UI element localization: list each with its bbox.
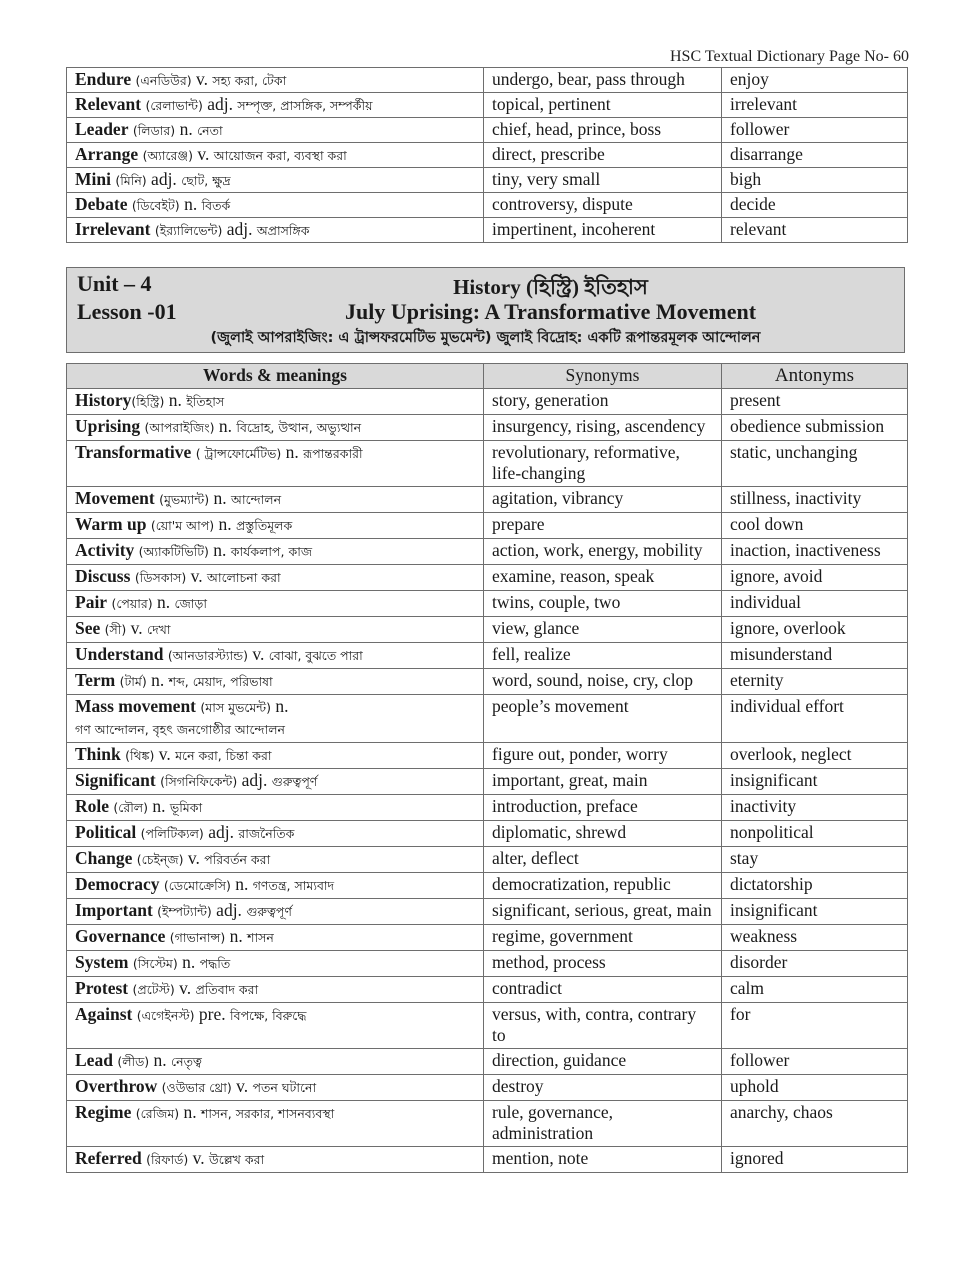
main-table-body bbox=[67, 389, 908, 1173]
word-meaning-cell bbox=[67, 193, 484, 218]
pronunciation: (লীড) bbox=[117, 1054, 150, 1069]
synonyms-cell: destroy bbox=[484, 1075, 722, 1101]
bangla-meaning: গণ আন্দোলন, বৃহৎ জনগোষ্ঠীর আন্দোলন bbox=[75, 722, 285, 737]
word-meaning-cell bbox=[67, 487, 484, 513]
antonyms-cell: uphold bbox=[722, 1075, 908, 1101]
bangla-meaning: অপ্রাসঙ্গিক bbox=[256, 223, 310, 238]
word-meaning-cell bbox=[67, 565, 484, 591]
table-row bbox=[67, 389, 908, 415]
antonyms-cell: relevant bbox=[722, 218, 908, 243]
bangla-meaning: আলোচনা করা bbox=[206, 570, 281, 585]
pronunciation: (অ্যাকটিভিটি) bbox=[138, 544, 209, 559]
bangla-meaning: পদ্ধতি bbox=[199, 956, 231, 971]
top-vocabulary-table bbox=[66, 67, 908, 243]
synonyms-cell: tiny, very small bbox=[484, 168, 722, 193]
table-row bbox=[67, 68, 908, 93]
word-meaning-cell bbox=[67, 143, 484, 168]
bangla-meaning: সম্পৃক্ত, প্রাসঙ্গিক, সম্পর্কীয় bbox=[237, 98, 373, 113]
bangla-meaning: রূপান্তরকারী bbox=[303, 446, 363, 461]
headword: Think bbox=[75, 744, 121, 764]
unit-title: History (হিস্ট্রি) ইতিহাস bbox=[453, 275, 648, 299]
part-of-speech: adj. bbox=[208, 822, 234, 842]
synonyms-cell: introduction, preface bbox=[484, 795, 722, 821]
bangla-meaning: শাসন bbox=[247, 930, 274, 945]
headword: Governance bbox=[75, 926, 166, 946]
table-row bbox=[67, 695, 908, 743]
part-of-speech: n. bbox=[285, 442, 299, 462]
bangla-meaning: দেখা bbox=[147, 622, 171, 637]
word-meaning-cell bbox=[67, 218, 484, 243]
part-of-speech: n. bbox=[168, 390, 182, 410]
part-of-speech: v. bbox=[197, 144, 210, 164]
bangla-meaning: ছোট, ক্ষুদ্র bbox=[181, 173, 231, 188]
antonyms-cell: for bbox=[722, 1003, 908, 1049]
synonyms-cell: important, great, main bbox=[484, 769, 722, 795]
bangla-meaning: আয়োজন করা, ব্যবস্থা করা bbox=[213, 148, 347, 163]
pronunciation: (আনডারস্ট্যান্ড) bbox=[167, 648, 248, 663]
part-of-speech: v. bbox=[179, 978, 192, 998]
synonyms-cell: mention, note bbox=[484, 1147, 722, 1173]
unit-label: Unit – 4 bbox=[77, 271, 152, 296]
antonyms-cell: insignificant bbox=[722, 769, 908, 795]
headword: Role bbox=[75, 796, 110, 816]
antonyms-cell: follower bbox=[722, 118, 908, 143]
headword: Overthrow bbox=[75, 1076, 158, 1096]
table-row bbox=[67, 643, 908, 669]
part-of-speech: adj. bbox=[241, 770, 268, 790]
synonyms-cell: view, glance bbox=[484, 617, 722, 643]
word-meaning-cell bbox=[67, 743, 484, 769]
synonyms-cell: prepare bbox=[484, 513, 722, 539]
headword: Understand bbox=[75, 644, 164, 664]
antonyms-cell: obedience submission bbox=[722, 415, 908, 441]
table-header-row bbox=[67, 364, 908, 389]
headword: Lead bbox=[75, 1050, 113, 1070]
synonyms-cell: undergo, bear, pass through bbox=[484, 68, 722, 93]
pronunciation: (এনডিউর) bbox=[135, 73, 192, 88]
bangla-meaning: গুরুত্বপূর্ণ bbox=[271, 774, 318, 789]
part-of-speech: v. bbox=[130, 618, 143, 638]
antonyms-cell: ignored bbox=[722, 1147, 908, 1173]
bangla-meaning: মনে করা, চিন্তা করা bbox=[175, 748, 272, 763]
synonyms-cell: impertinent, incoherent bbox=[484, 218, 722, 243]
bangla-meaning: শব্দ, মেয়াদ, পরিভাষা bbox=[168, 674, 273, 689]
synonyms-cell: democratization, republic bbox=[484, 873, 722, 899]
table-row bbox=[67, 193, 908, 218]
word-meaning-cell bbox=[67, 1101, 484, 1147]
pronunciation: (চেইন্জ) bbox=[136, 852, 184, 867]
bangla-meaning: বিপক্ষে, বিরুদ্ধে bbox=[230, 1008, 307, 1023]
antonyms-cell: present bbox=[722, 389, 908, 415]
headword: Term bbox=[75, 670, 116, 690]
table-row bbox=[67, 1003, 908, 1049]
antonyms-cell: static, unchanging bbox=[722, 441, 908, 487]
pronunciation: (ইম্পট্যান্ট) bbox=[157, 904, 212, 919]
synonyms-cell: action, work, energy, mobility bbox=[484, 539, 722, 565]
table-row bbox=[67, 977, 908, 1003]
headword: Activity bbox=[75, 540, 135, 560]
bangla-meaning: পরিবর্তন করা bbox=[204, 852, 271, 867]
antonyms-cell: individual effort bbox=[722, 695, 908, 743]
table-row bbox=[67, 539, 908, 565]
table-row bbox=[67, 1075, 908, 1101]
antonyms-cell: stillness, inactivity bbox=[722, 487, 908, 513]
table-row bbox=[67, 415, 908, 441]
part-of-speech: n. bbox=[184, 194, 198, 214]
part-of-speech: adj. bbox=[216, 900, 242, 920]
main-vocabulary-table bbox=[66, 363, 908, 1173]
part-of-speech: n. bbox=[229, 926, 243, 946]
headword: Protest bbox=[75, 978, 129, 998]
part-of-speech: adj. bbox=[226, 219, 253, 239]
antonyms-cell: irrelevant bbox=[722, 93, 908, 118]
word-meaning-cell bbox=[67, 441, 484, 487]
headword: Irrelevant bbox=[75, 219, 151, 239]
word-meaning-cell bbox=[67, 118, 484, 143]
antonyms-cell: weakness bbox=[722, 925, 908, 951]
synonyms-cell: direction, guidance bbox=[484, 1049, 722, 1075]
word-meaning-cell bbox=[67, 93, 484, 118]
synonyms-cell: controversy, dispute bbox=[484, 193, 722, 218]
pronunciation: (ডিসকাস) bbox=[134, 570, 187, 585]
part-of-speech: n. bbox=[179, 119, 193, 139]
part-of-speech: v. bbox=[158, 744, 171, 764]
headword: Democracy bbox=[75, 874, 160, 894]
pronunciation: (সিগনিফিকেন্ট) bbox=[160, 774, 238, 789]
antonyms-cell: anarchy, chaos bbox=[722, 1101, 908, 1147]
pronunciation: (ডিবেইট) bbox=[131, 198, 180, 213]
pronunciation: (লিডার) bbox=[132, 123, 176, 138]
word-meaning-cell bbox=[67, 951, 484, 977]
headword: Mass movement bbox=[75, 696, 197, 716]
pronunciation: (রৌল) bbox=[113, 800, 148, 815]
bangla-meaning: বিদ্রোহ, উত্থান, অভ্যুত্থান bbox=[236, 420, 362, 435]
word-meaning-cell bbox=[67, 539, 484, 565]
synonyms-cell: story, generation bbox=[484, 389, 722, 415]
part-of-speech: v. bbox=[195, 69, 208, 89]
headword: Important bbox=[75, 900, 153, 920]
antonyms-cell: stay bbox=[722, 847, 908, 873]
word-meaning-cell bbox=[67, 1049, 484, 1075]
synonyms-cell: regime, government bbox=[484, 925, 722, 951]
pronunciation: (গাভানান্স) bbox=[169, 930, 226, 945]
word-meaning-cell bbox=[67, 977, 484, 1003]
part-of-speech: v. bbox=[190, 566, 203, 586]
antonyms-cell: follower bbox=[722, 1049, 908, 1075]
pronunciation: (আপরাইজিং) bbox=[144, 420, 215, 435]
table-row bbox=[67, 847, 908, 873]
synonyms-cell: significant, serious, great, main bbox=[484, 899, 722, 925]
headword: Movement bbox=[75, 488, 155, 508]
synonyms-cell: method, process bbox=[484, 951, 722, 977]
part-of-speech: n. bbox=[218, 416, 232, 436]
table-row bbox=[67, 669, 908, 695]
synonyms-cell: alter, deflect bbox=[484, 847, 722, 873]
word-meaning-cell bbox=[67, 68, 484, 93]
part-of-speech: n. bbox=[183, 1102, 197, 1122]
table-row bbox=[67, 769, 908, 795]
synonyms-cell: agitation, vibrancy bbox=[484, 487, 722, 513]
headword: System bbox=[75, 952, 129, 972]
antonyms-cell: ignore, overlook bbox=[722, 617, 908, 643]
synonyms-cell: versus, with, contra, contrary to bbox=[484, 1003, 722, 1049]
table-row bbox=[67, 1147, 908, 1173]
pronunciation: (পেয়ার) bbox=[111, 596, 153, 611]
antonyms-cell: bigh bbox=[722, 168, 908, 193]
table-row bbox=[67, 951, 908, 977]
antonyms-cell: dictatorship bbox=[722, 873, 908, 899]
antonyms-cell: eternity bbox=[722, 669, 908, 695]
pronunciation: (রেলাভান্ট) bbox=[145, 98, 203, 113]
synonyms-cell: figure out, ponder, worry bbox=[484, 743, 722, 769]
headword: Political bbox=[75, 822, 137, 842]
pronunciation: (অ্যারেঞ্জ) bbox=[142, 148, 193, 163]
antonyms-cell: inaction, inactiveness bbox=[722, 539, 908, 565]
synonyms-cell: word, sound, noise, cry, clop bbox=[484, 669, 722, 695]
word-meaning-cell bbox=[67, 617, 484, 643]
part-of-speech: v. bbox=[187, 848, 200, 868]
bangla-meaning: পতন ঘটানো bbox=[252, 1080, 317, 1095]
word-meaning-cell bbox=[67, 591, 484, 617]
word-meaning-cell bbox=[67, 795, 484, 821]
word-meaning-cell bbox=[67, 389, 484, 415]
lesson-title: July Uprising: A Transformative Movement bbox=[344, 299, 757, 324]
pronunciation: (মাস মুভমেন্ট) bbox=[200, 700, 271, 715]
headword: Pair bbox=[75, 592, 108, 612]
table-row bbox=[67, 93, 908, 118]
pronunciation: (পলিটিক্যল) bbox=[140, 826, 204, 841]
pronunciation: (থিঙ্ক) bbox=[125, 748, 155, 763]
word-meaning-cell bbox=[67, 873, 484, 899]
word-meaning-cell bbox=[67, 1075, 484, 1101]
word-meaning-cell bbox=[67, 513, 484, 539]
pronunciation: ( ট্রান্সফোর্মেটিভ) bbox=[195, 446, 282, 461]
bangla-meaning: সহ্য করা, টেকা bbox=[212, 73, 287, 88]
lesson-subtitle: (জুলাই আপরাইজিং: এ ট্রান্সফরমেটিভ মুভমেন্ট) জুলাই বিদ্রোহ: একটি রূপান্তরমূলক আন্দোলন bbox=[210, 330, 761, 346]
table-row bbox=[67, 899, 908, 925]
antonyms-cell: disorder bbox=[722, 951, 908, 977]
pronunciation: (ওউভার থ্রো) bbox=[161, 1080, 232, 1095]
bangla-meaning: ইতিহাস bbox=[186, 394, 225, 409]
headword: Arrange bbox=[75, 144, 139, 164]
table-row bbox=[67, 617, 908, 643]
word-meaning-cell bbox=[67, 695, 484, 743]
part-of-speech: n. bbox=[152, 796, 166, 816]
headword: Against bbox=[75, 1004, 133, 1024]
table-row bbox=[67, 441, 908, 487]
bangla-meaning: প্রতিবাদ করা bbox=[195, 982, 259, 997]
page-header: HSC Textual Dictionary Page No- 60 bbox=[670, 48, 909, 65]
part-of-speech: n. bbox=[182, 952, 196, 972]
antonyms-cell: nonpolitical bbox=[722, 821, 908, 847]
part-of-speech: n. bbox=[213, 540, 227, 560]
synonyms-cell: contradict bbox=[484, 977, 722, 1003]
synonyms-cell: revolutionary, reformative, life-changing bbox=[484, 441, 722, 487]
part-of-speech: v. bbox=[192, 1148, 205, 1168]
pronunciation: (সী) bbox=[104, 622, 127, 637]
table-row bbox=[67, 743, 908, 769]
headword: Mini bbox=[75, 169, 111, 189]
headword: Transformative bbox=[75, 442, 192, 462]
pronunciation: (রেজিম) bbox=[135, 1106, 180, 1121]
antonyms-cell: inactivity bbox=[722, 795, 908, 821]
synonyms-cell: people’s movement bbox=[484, 695, 722, 743]
bangla-meaning: বোঝা, বুঝতে পারা bbox=[268, 648, 363, 663]
pronunciation: (মিনি) bbox=[115, 173, 147, 188]
synonyms-cell: fell, realize bbox=[484, 643, 722, 669]
part-of-speech: v. bbox=[252, 644, 265, 664]
bangla-meaning: নেতা bbox=[197, 123, 223, 138]
table-row bbox=[67, 795, 908, 821]
pronunciation: (য়ো'ম আপ) bbox=[150, 518, 215, 533]
synonyms-cell: chief, head, prince, boss bbox=[484, 118, 722, 143]
part-of-speech: n. bbox=[275, 696, 289, 716]
part-of-speech: adj. bbox=[151, 169, 177, 189]
pronunciation: (হিস্ট্রি) bbox=[131, 394, 165, 409]
antonyms-cell: decide bbox=[722, 193, 908, 218]
table-row bbox=[67, 118, 908, 143]
antonyms-cell: overlook, neglect bbox=[722, 743, 908, 769]
antonyms-cell: disarrange bbox=[722, 143, 908, 168]
word-meaning-cell bbox=[67, 821, 484, 847]
headword: Regime bbox=[75, 1102, 132, 1122]
pronunciation: (ইর‍্যালিভেন্ট) bbox=[154, 223, 223, 238]
pronunciation: (টার্ম) bbox=[119, 674, 147, 689]
headword: Relevant bbox=[75, 94, 142, 114]
bangla-meaning: জোড়া bbox=[174, 596, 207, 611]
synonyms-cell: diplomatic, shrewd bbox=[484, 821, 722, 847]
part-of-speech: adj. bbox=[207, 94, 234, 114]
word-meaning-cell bbox=[67, 1003, 484, 1049]
part-of-speech: v. bbox=[236, 1076, 249, 1096]
word-meaning-cell bbox=[67, 415, 484, 441]
headword: Discuss bbox=[75, 566, 131, 586]
headword: Endure bbox=[75, 69, 132, 89]
antonyms-cell: enjoy bbox=[722, 68, 908, 93]
table-row bbox=[67, 821, 908, 847]
synonyms-cell: direct, prescribe bbox=[484, 143, 722, 168]
antonyms-cell: individual bbox=[722, 591, 908, 617]
header-antonyms: Antonyms bbox=[722, 364, 908, 389]
word-meaning-cell bbox=[67, 168, 484, 193]
bangla-meaning: কার্যকলাপ, কাজ bbox=[230, 544, 313, 559]
lesson-label: Lesson -01 bbox=[77, 299, 177, 324]
bangla-meaning: আন্দোলন bbox=[231, 492, 282, 507]
bangla-meaning: বিতর্ক bbox=[201, 198, 231, 213]
synonyms-cell: insurgency, rising, ascendency bbox=[484, 415, 722, 441]
synonyms-cell: examine, reason, speak bbox=[484, 565, 722, 591]
headword: Uprising bbox=[75, 416, 141, 436]
bangla-meaning: রাজনৈতিক bbox=[238, 826, 295, 841]
headword: Debate bbox=[75, 194, 128, 214]
synonyms-cell: topical, pertinent bbox=[484, 93, 722, 118]
synonyms-cell: rule, governance, administration bbox=[484, 1101, 722, 1147]
bangla-meaning: গণতন্ত্র, সাম্যবাদ bbox=[252, 878, 335, 893]
antonyms-cell: ignore, avoid bbox=[722, 565, 908, 591]
headword: Referred bbox=[75, 1148, 142, 1168]
bangla-meaning: শাসন, সরকার, শাসনব্যবস্থা bbox=[201, 1106, 335, 1121]
antonyms-cell: insignificant bbox=[722, 899, 908, 925]
antonyms-cell: misunderstand bbox=[722, 643, 908, 669]
word-meaning-cell bbox=[67, 769, 484, 795]
pronunciation: (সিস্টেম) bbox=[132, 956, 178, 971]
table-row bbox=[67, 591, 908, 617]
antonyms-cell: calm bbox=[722, 977, 908, 1003]
part-of-speech: n. bbox=[157, 592, 171, 612]
bangla-meaning: উল্লেখ করা bbox=[209, 1152, 265, 1167]
word-meaning-cell bbox=[67, 925, 484, 951]
word-meaning-cell bbox=[67, 847, 484, 873]
table-row bbox=[67, 168, 908, 193]
table-row bbox=[67, 487, 908, 513]
table-row bbox=[67, 925, 908, 951]
table-row bbox=[67, 1101, 908, 1147]
headword: Change bbox=[75, 848, 133, 868]
headword: See bbox=[75, 618, 101, 638]
pronunciation: (রিফার্ড) bbox=[146, 1152, 189, 1167]
part-of-speech: n. bbox=[235, 874, 249, 894]
bangla-meaning: প্রস্তুতিমূলক bbox=[235, 518, 293, 533]
word-meaning-cell bbox=[67, 899, 484, 925]
word-meaning-cell bbox=[67, 1147, 484, 1173]
table-row bbox=[67, 143, 908, 168]
table-row bbox=[67, 513, 908, 539]
top-table-body bbox=[67, 68, 908, 243]
part-of-speech: n. bbox=[153, 1050, 167, 1070]
headword: History bbox=[75, 390, 132, 410]
table-row bbox=[67, 1049, 908, 1075]
table-row bbox=[67, 565, 908, 591]
synonyms-cell: twins, couple, two bbox=[484, 591, 722, 617]
bangla-meaning: নেতৃত্ব bbox=[171, 1054, 202, 1069]
part-of-speech: n. bbox=[213, 488, 227, 508]
bangla-meaning: ভূমিকা bbox=[169, 800, 203, 815]
header-synonyms: Synonyms bbox=[484, 364, 722, 389]
part-of-speech: pre. bbox=[198, 1004, 226, 1024]
pronunciation: (এগেইনস্ট) bbox=[136, 1008, 195, 1023]
pronunciation: (প্রটেস্ট) bbox=[132, 982, 175, 997]
part-of-speech: n. bbox=[151, 670, 165, 690]
header-words-meanings: Words & meanings bbox=[67, 364, 484, 389]
word-meaning-cell bbox=[67, 669, 484, 695]
headword: Leader bbox=[75, 119, 129, 139]
unit-lesson-banner bbox=[66, 267, 905, 353]
part-of-speech: n. bbox=[218, 514, 232, 534]
pronunciation: (মুভম্যান্ট) bbox=[159, 492, 210, 507]
table-row bbox=[67, 218, 908, 243]
pronunciation: (ডেমোক্রেসি) bbox=[163, 878, 231, 893]
word-meaning-cell bbox=[67, 643, 484, 669]
bangla-meaning: গুরুত্বপূর্ণ bbox=[246, 904, 292, 919]
headword: Significant bbox=[75, 770, 156, 790]
antonyms-cell: cool down bbox=[722, 513, 908, 539]
table-row bbox=[67, 873, 908, 899]
headword: Warm up bbox=[75, 514, 147, 534]
